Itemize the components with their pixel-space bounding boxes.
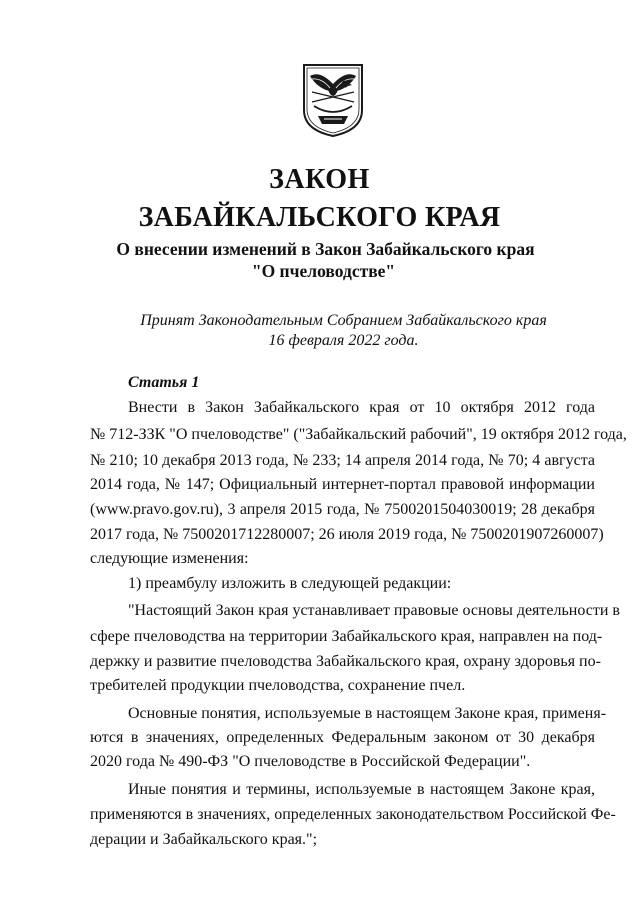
text-line: Иные понятия и термины, используемые в настоящем Законе края, (128, 781, 595, 798)
text-line: держку и развитие пчеловодства Забайкальского края, охрану здоровья по- (90, 653, 601, 670)
law-subtitle-line-2: "О пчеловодстве" (251, 261, 396, 281)
text-line: (www.pravo.gov.ru), 3 апреля 2015 года, № 7500201504030019; 28 декабря (90, 501, 595, 518)
law-title: ЗАКОН (269, 164, 370, 195)
text-line: 2014 года, № 147; Официальный интернет-портал правовой информации (90, 476, 595, 493)
text-line: сфере пчеловодства на территории Забайкальского края, направлен на под- (90, 628, 603, 645)
text-line: Основные понятия, используемые в настоящем Законе края, применя- (128, 705, 607, 722)
text-line: 2020 года № 490-ФЗ "О пчеловодстве в Российской Федерации". (90, 753, 531, 770)
text-line: № 210; 10 декабря 2013 года, № 233; 14 апреля 2014 года, № 70; 4 августа (90, 452, 595, 469)
text-line: применяются в значениях, определенных законодательством Российской Фе- (90, 806, 616, 823)
text-line: дерации и Забайкальского края."; (90, 831, 318, 848)
text-line: Внести в Закон Забайкальского края от 10 октября 2012 года (128, 399, 595, 416)
coat-of-arms-icon (300, 62, 366, 138)
text-line: ются в значениях, определенных Федеральным законом от 30 декабря (90, 729, 595, 746)
text-line: № 712-ЗЗК "О пчеловодстве" ("Забайкальский рабочий", 19 октября 2012 года, (90, 426, 627, 443)
text-line: 2017 года, № 7500201712280007; 26 июля 2019 года, № 7500201907260007) (90, 526, 604, 543)
text-line: "Настоящий Закон края устанавливает правовые основы деятельности в (128, 602, 620, 619)
article-heading: Статья 1 (128, 374, 200, 391)
text-line: требителей продукции пчеловодства, сохранение пчел. (90, 677, 466, 694)
text-line: следующие изменения: (90, 550, 249, 567)
text-line: 1) преамбулу изложить в следующей редакции: (128, 575, 452, 592)
law-subtitle-line-1: О внесении изменений в Закон Забайкальского края (116, 239, 535, 259)
adoption-note-line-1: Принят Законодательным Собранием Забайкальского края (140, 312, 547, 329)
adoption-date: 16 февраля 2022 года. (268, 332, 419, 349)
region-title: ЗАБАЙКАЛЬСКОГО КРАЯ (138, 202, 501, 233)
